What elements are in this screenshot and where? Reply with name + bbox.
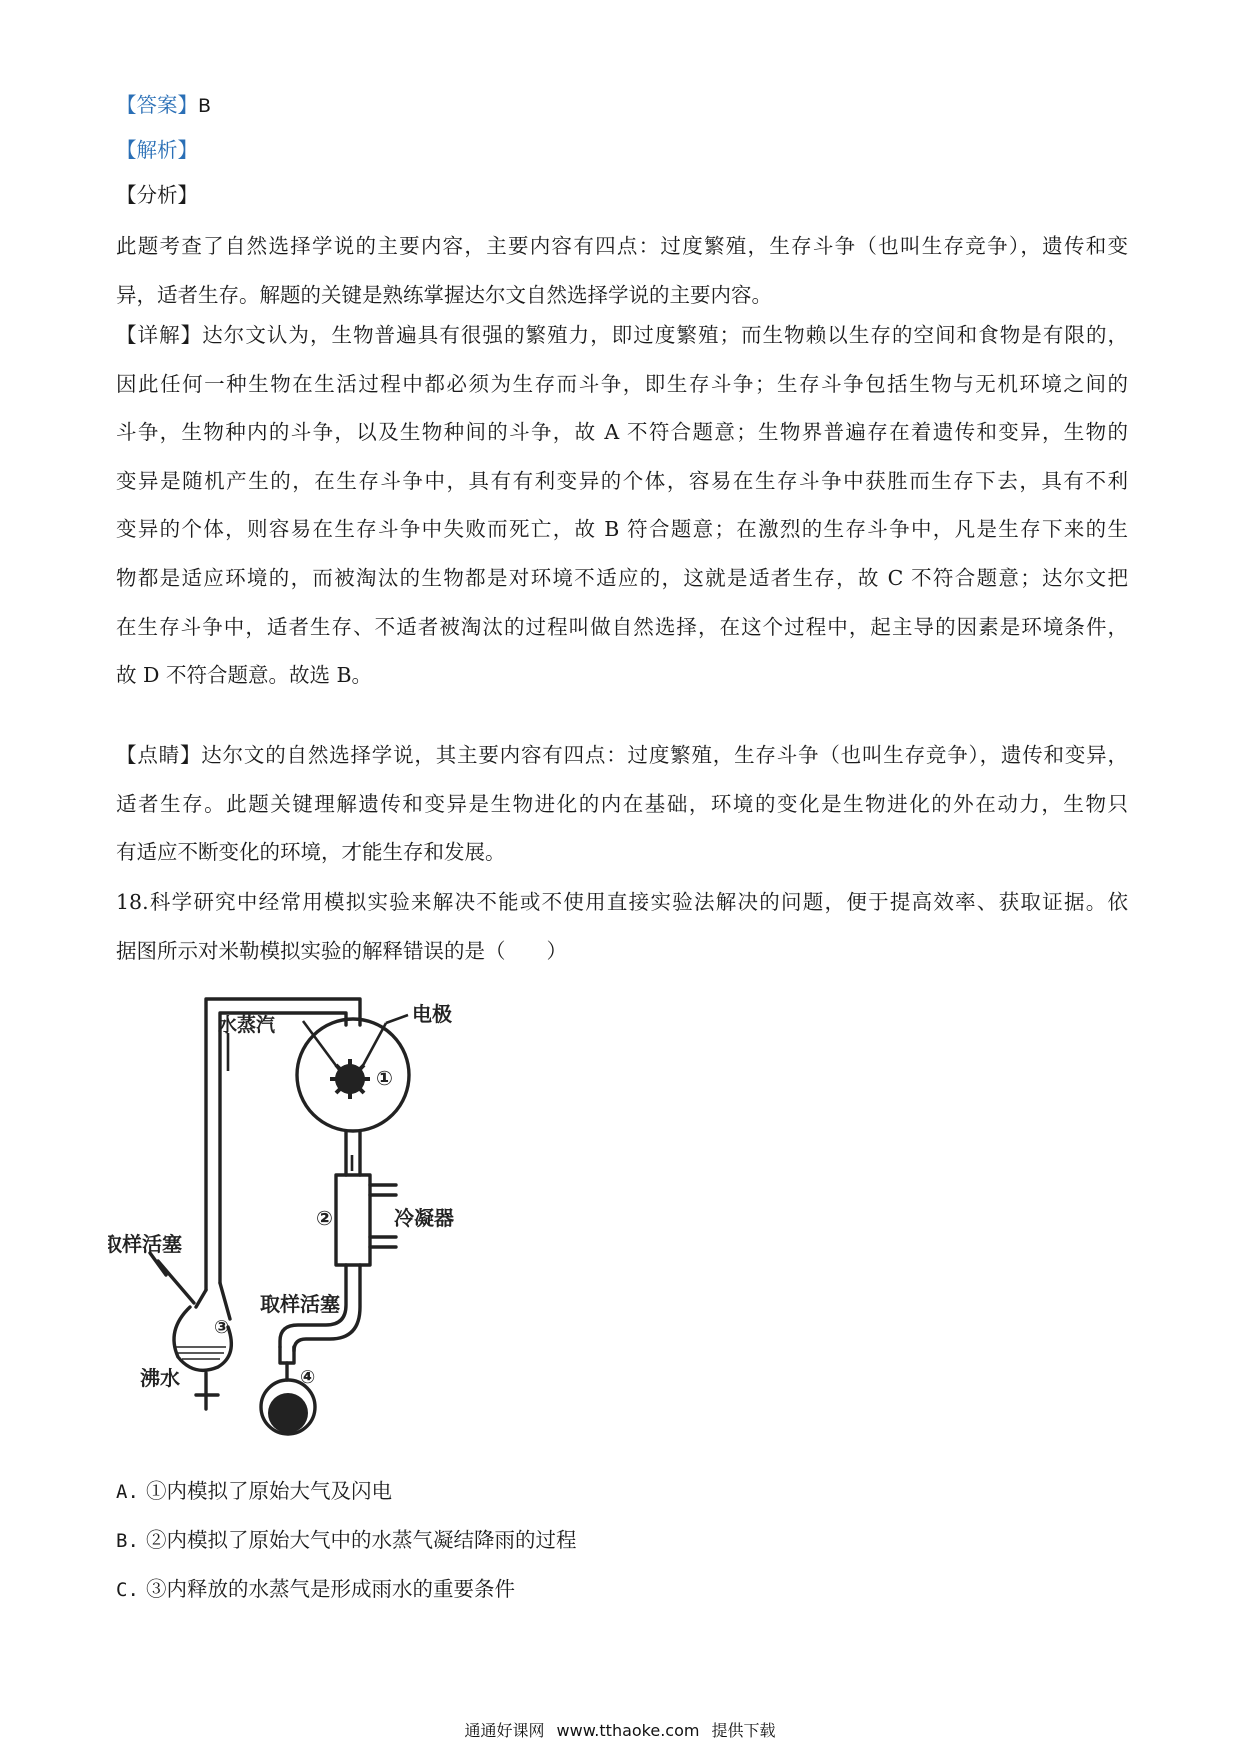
xiangjie-line: 故 D 不符合题意。故选 B。 — [116, 663, 373, 688]
option-text: ①内模拟了原始大气及闪电 — [146, 1479, 392, 1503]
label-electrode: 电极 — [412, 1002, 452, 1026]
label-condenser: 冷凝器 — [394, 1206, 454, 1230]
xiangjie-line: 因此任何一种生物在生活过程中都必须为生存而斗争，即生存斗争；生存斗争包括生物与无机环境之间的 — [116, 371, 1128, 396]
mark-1: ① — [376, 1066, 393, 1090]
option-text: ③内释放的水蒸气是形成雨水的重要条件 — [146, 1577, 515, 1601]
question-paragraph — [116, 878, 1128, 975]
condenser-jacket — [336, 1175, 370, 1265]
xiangjie-line: 变异的个体，则容易在生存斗争中失败而死亡，故 B 符合题意；在激烈的生存斗争中，凡是生存下来的生 — [116, 517, 1128, 542]
page-footer — [0, 1718, 1240, 1741]
label-vapor: 水蒸汽 — [218, 1014, 276, 1036]
xiangjie-line: 变异是随机产生的，在生存斗争中，具有有利变异的个体，容易在生存斗争中获胜而生存下去，具有不利 — [116, 468, 1128, 493]
fenxi-line: 此题考查了自然选择学说的主要内容，主要内容有四点：过度繁殖，生存斗争（也叫生存竞争），遗传和变 — [116, 234, 1128, 258]
mark-2: ② — [316, 1206, 333, 1230]
xiangjie-line: 在生存斗争中，适者生存、不适者被淘汰的过程叫做自然选择，在这个过程中，起主导的因素是环境条件， — [116, 614, 1128, 639]
dianjing-paragraph — [116, 731, 1128, 877]
label-sample-stopcock-left: 取样活塞 — [108, 1232, 182, 1256]
xiangjie-paragraph — [116, 311, 1128, 700]
answer-value: B — [198, 95, 212, 117]
fenxi-tag: 【分析】 — [116, 183, 198, 207]
mark-4: ④ — [300, 1367, 316, 1388]
miller-apparatus-figure — [108, 985, 488, 1455]
analysis-tag-text: 【解析】 — [116, 138, 198, 162]
footer-tail: 提供下载 — [711, 1721, 776, 1740]
xiangjie-line: 物都是适应环境的，而被淘汰的生物都是对环境不适应的，这就是适者生存，故 C 不符合题意；达尔文把 — [116, 565, 1128, 590]
xiangjie-line: 【详解】达尔文认为，生物普遍具有很强的繁殖力，即过度繁殖；而生物赖以生存的空间和食物是有限的， — [116, 323, 1128, 347]
miller-experiment-diagram — [108, 985, 488, 1455]
option-a[interactable] — [116, 1476, 392, 1507]
footer-url[interactable]: www.tthaoke.com — [556, 1721, 700, 1740]
option-letter: B. — [116, 1530, 139, 1552]
electrode-right — [360, 1023, 386, 1071]
footer-site-name: 通通好课网 — [464, 1721, 545, 1740]
answer-line — [116, 90, 1128, 121]
option-text: ②内模拟了原始大气中的水蒸气凝结降雨的过程 — [146, 1528, 577, 1552]
question-line: 18.科学研究中经常用模拟实验来解决不能或不使用直接实验法解决的问题，便于提高效率、获取证据。依 — [116, 890, 1128, 914]
xiangjie-line: 斗争，生物种内的斗争，以及生物种间的斗争，故 A 不符合题意；生物界普遍存在着遗传和变异，生物的 — [116, 420, 1128, 445]
fenxi-paragraph — [116, 222, 1128, 319]
mark-3: ③ — [214, 1317, 230, 1338]
dianjing-line: 【点睛】达尔文的自然选择学说，其主要内容有四点：过度繁殖，生存斗争（也叫生存竞争），遗传和变异， — [116, 743, 1128, 767]
option-letter: C. — [116, 1579, 139, 1601]
label-sample-stopcock-mid: 取样活塞 — [260, 1292, 340, 1316]
dianjing-line: 适者生存。此题关键理解遗传和变异是生物进化的内在基础，环境的变化是生物进化的外在动力，生物只 — [116, 791, 1128, 816]
analysis-tag — [116, 135, 1128, 165]
dianjing-line: 有适应不断变化的环境，才能生存和发展。 — [116, 840, 506, 865]
option-letter: A. — [116, 1481, 139, 1503]
question-line: 据图所示对米勒模拟实验的解释错误的是（ ） — [116, 938, 567, 963]
fenxi-line: 异，适者生存。解题的关键是熟练掌握达尔文自然选择学说的主要内容。 — [116, 282, 772, 307]
option-c[interactable] — [116, 1574, 515, 1605]
answer-tag: 【答案】 — [116, 93, 198, 117]
option-b[interactable] — [116, 1525, 577, 1556]
label-boiling-water: 沸水 — [140, 1366, 180, 1390]
